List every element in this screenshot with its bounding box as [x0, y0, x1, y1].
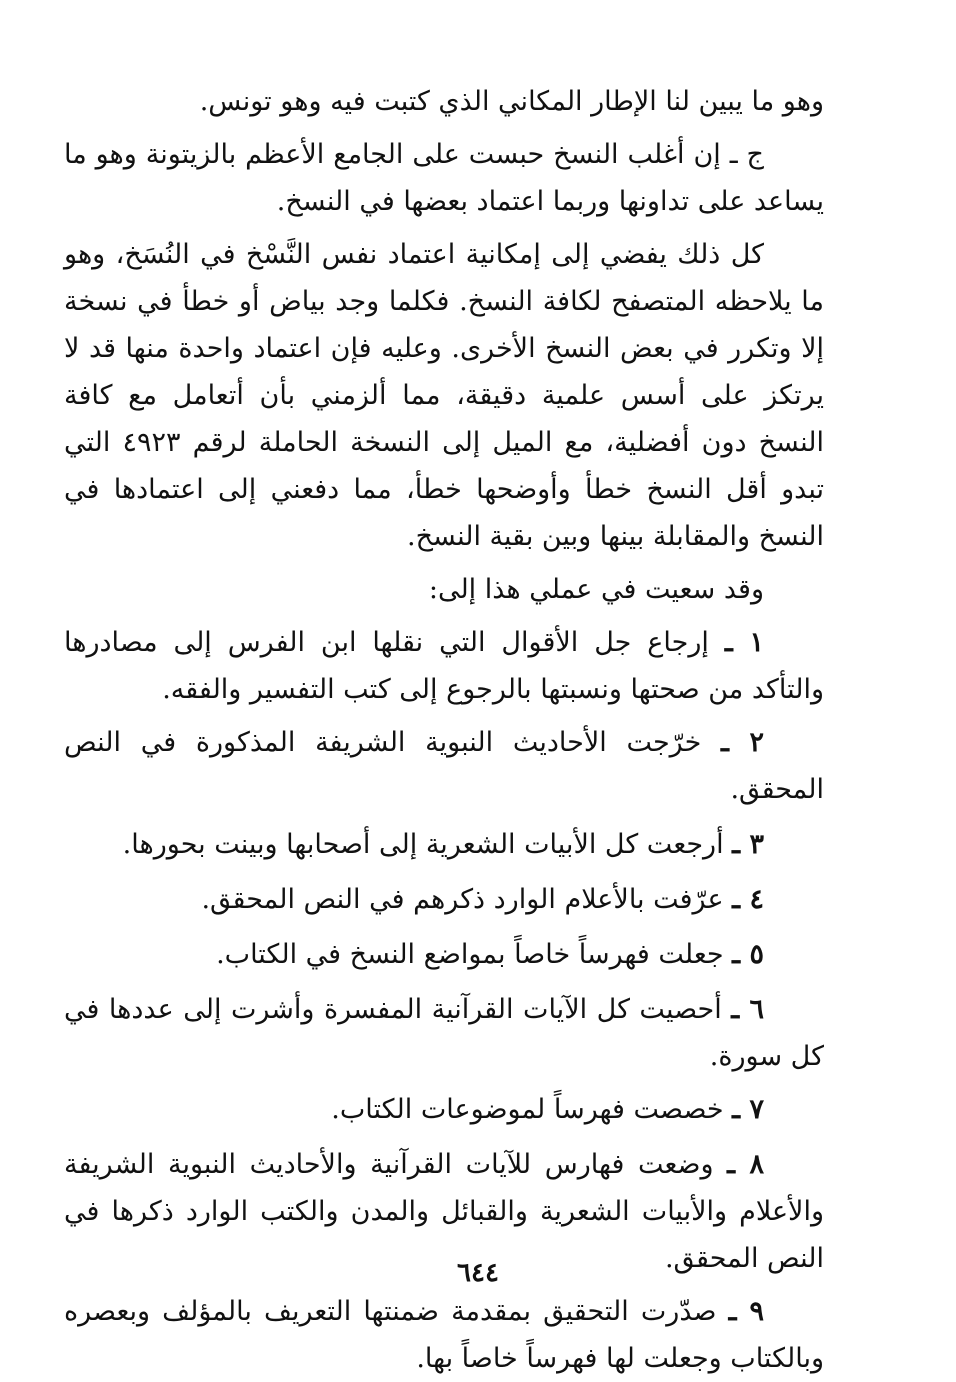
item-number: ٢ ـ — [721, 727, 764, 758]
item-text: عرّفت بالأعلام الوارد ذكرهم في النص المحقق. — [201, 884, 724, 915]
item-number: ٧ ـ — [732, 1094, 764, 1125]
list-item — [64, 876, 824, 923]
list-item — [64, 931, 824, 978]
paragraph-jeem: ج ـ إن أغلب النسخ حبست على الجامع الأعظم بالزيتونة وهو ما يساعد على تداونها وربما اعتماد بعضها في النسخ. — [64, 139, 824, 217]
item-number: ٩ ـ — [728, 1296, 764, 1327]
list-item — [64, 821, 824, 868]
item-number: ٣ ـ — [732, 829, 764, 860]
paragraph-aims-intro: وقد سعيت في عملي هذا إلى: — [428, 574, 764, 605]
item-text: جعلت فهرساً خاصاً بمواضع النسخ في الكتاب. — [216, 939, 724, 970]
item-number: ٨ ـ — [727, 1149, 764, 1180]
paragraph-intro: وهو ما يبين لنا الإطار المكاني الذي كتبت فيه وهو تونس. — [199, 86, 824, 117]
item-text: خصصت فهرساً لموضوعات الكتاب. — [331, 1094, 724, 1125]
item-text: صدّرت التحقيق بمقدمة ضمنتها التعريف بالمؤلف وبعصره وبالكتاب وجعلت لها فهرساً خاصاً بها. — [64, 1296, 824, 1374]
item-number: ٤ ـ — [732, 884, 764, 915]
item-number: ٥ ـ — [732, 939, 764, 970]
item-text: أحصيت كل الآيات القرآنية المفسرة وأشرت إلى عددها في كل سورة. — [64, 994, 824, 1072]
item-text: أرجعت كل الأبيات الشعرية إلى أصحابها وبينت بحورها. — [122, 829, 724, 860]
list-item — [64, 986, 824, 1080]
list-item — [64, 1288, 824, 1382]
list-item — [64, 719, 824, 813]
item-number: ١ ـ — [724, 627, 765, 658]
page-number: ٦٤٤ — [457, 1258, 499, 1288]
item-number: ٦ ـ — [731, 994, 764, 1025]
item-text: خرّجت الأحاديث النبوية الشريفة المذكورة في النص المحقق. — [64, 727, 824, 805]
item-text: إرجاع جل الأقوال التي نقلها ابن الفرس إلى مصادرها والتأكد من صحتها ونسبتها بالرجوع إلى كتب التفسير والفقه. — [64, 627, 824, 705]
list-item — [64, 619, 824, 713]
paragraph-copies: كل ذلك يفضي إلى إمكانية اعتماد نفس النَّسْخ في النُسَخ، وهو ما يلاحظه المتصفح لكافة النسخ. فكلما وجد بياض أو خطأ في نسخة إلا وتكرر في بعض النسخ الأخرى. وعليه فإن اعتماد واحدة منها قد لا يرتكز على أسس علمية دقيقة، مما ألزمني بأن أتعامل مع كافة النسخ دون أفضلية، مع الميل إلى النسخة الحاملة لرقم ٤٩٢٣ التي تبدو أقل النسخ خطأ وأوضحها خطأ، مما دفعني إلى اعتمادها في النسخ والمقابلة بينها وبين بقية النسخ. — [64, 239, 824, 552]
list-item — [64, 1086, 824, 1133]
item-text: وضعت فهارس للآيات القرآنية والأحاديث النبوية الشريفة والأعلام والأبيات الشعرية والقبائل والمدن والكتب الوارد ذكرها في النص المحقق. — [64, 1149, 824, 1274]
